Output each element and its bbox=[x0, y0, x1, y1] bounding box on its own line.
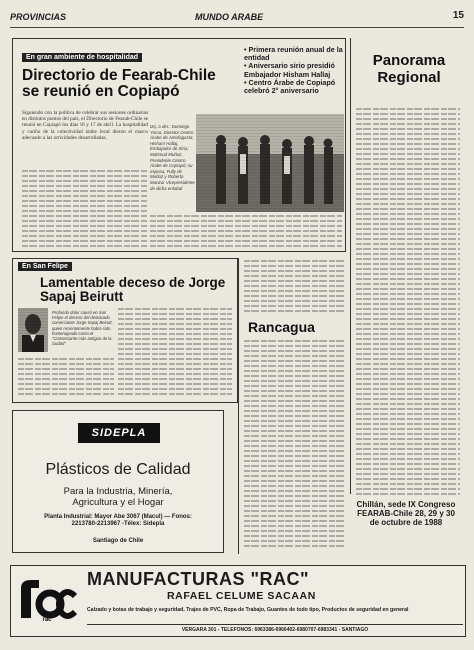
article-rancagua-body bbox=[244, 340, 346, 552]
article-rancagua-headline: Rancagua bbox=[248, 319, 315, 335]
rac-logo bbox=[17, 574, 77, 622]
article-fearab-lead: Siguiendo con la política de celebrar sus sesiones ordinarias en distintos puntos del país, el Directorio de Fearab-Chile se reunió en Copiapó los días 16 y 17 de abril. La hospitalidad y cariño de la colectividad árabe local dieron el marco adecuado a las actividades desarrolladas. bbox=[22, 110, 148, 141]
sidepla-logo: SIDEPLA bbox=[78, 423, 160, 443]
sidebar-highlights bbox=[244, 46, 346, 95]
article-fearab-body-right bbox=[150, 215, 342, 249]
article-obituary-caption: Profundo dolor causó en San Felipe el deceso del destacado comerciante Jorge Sapaj Beirutt, quien recientemente había sido homenajeado como el "Comerciante más antiguo de la ciudad" bbox=[52, 310, 113, 347]
rac-products: Calzado y botas de trabajo y seguridad, Trajes de PVC, Ropa de Trabajo, Guantes de todo tipo, Productos de seguridad en general bbox=[87, 607, 409, 613]
sidepla-subtitle: Para la Industria, Minería, Agricultura y el Hogar bbox=[63, 486, 173, 508]
sidepla-plant-address: Planta Industrial: Mayor Abe 3067 (Macul) — Fonos: 2213780-2213967 -Télex: Sidepla bbox=[44, 514, 192, 527]
ad-sidepla bbox=[12, 410, 224, 553]
portrait-illustration bbox=[18, 308, 48, 352]
section-name: PROVINCIAS bbox=[10, 12, 67, 22]
photo-people-illustration bbox=[196, 114, 344, 212]
publication-name: MUNDO ARABE bbox=[195, 12, 264, 22]
rac-logo-icon bbox=[17, 574, 77, 622]
ad-manufacturas-rac bbox=[10, 565, 466, 637]
rac-title: MANUFACTURAS "RAC" bbox=[87, 569, 310, 589]
photo-jorge-sapaj bbox=[18, 308, 48, 352]
page-number: 15 bbox=[452, 10, 464, 21]
page-header bbox=[10, 6, 464, 28]
sidepla-title: Plásticos de Calidad bbox=[45, 461, 191, 478]
article-continued-top bbox=[244, 260, 346, 316]
chillan-congress-note: Chillán, sede IX Congreso FEARAB-Chile 28, 29 y 30 de octubre de 1988 bbox=[356, 500, 456, 527]
article-fearab-kicker: En gran ambiente de hospitalidad bbox=[22, 53, 142, 62]
article-obituary-body-2 bbox=[18, 358, 114, 400]
article-fearab-body-left bbox=[22, 170, 148, 248]
article-fearab-headline: Directorio de Fearab-Chile se reunió en Copiapó bbox=[22, 67, 216, 100]
article-obituary-body bbox=[118, 308, 232, 400]
article-regional-body bbox=[356, 108, 460, 498]
photo-fearab-group bbox=[196, 114, 344, 212]
article-fearab-photo-caption: Izq. a der.: Domingo Yoma, Director Centro Árabe de Antofagasta; Hisham Hallaj, Embajador de Siria; Mahmud Muñoz, Presidente Centro Árabe de Copiapó; su esposa, Fully de Muñoz y Roberto Manzur Vicepresidente de dicha entidad bbox=[150, 124, 195, 191]
highlight-item: • Primera reunión anual de la entidad bbox=[244, 46, 346, 62]
sidepla-location: Santiago de Chile bbox=[92, 538, 144, 544]
highlight-item: • Centro Árabe de Copiapó celebró 2° aniversario bbox=[244, 79, 346, 95]
article-obituary-kicker: En San Felipe bbox=[18, 262, 72, 271]
highlight-item: • Aniversario sirio presidió Embajador Hisham Hallaj bbox=[244, 62, 346, 78]
rac-owner: RAFAEL CELUME SACAAN bbox=[167, 590, 316, 602]
article-regional-headline: Panorama Regional bbox=[372, 52, 446, 86]
article-obituary-headline: Lamentable deceso de Jorge Sapaj Beirutt bbox=[40, 275, 226, 304]
rac-address: VERGARA 301 - TELEFONOS: 6963386-6966402-6980707-6983341 - SANTIAGO bbox=[87, 624, 463, 633]
rac-logo-text: rac bbox=[42, 617, 52, 622]
